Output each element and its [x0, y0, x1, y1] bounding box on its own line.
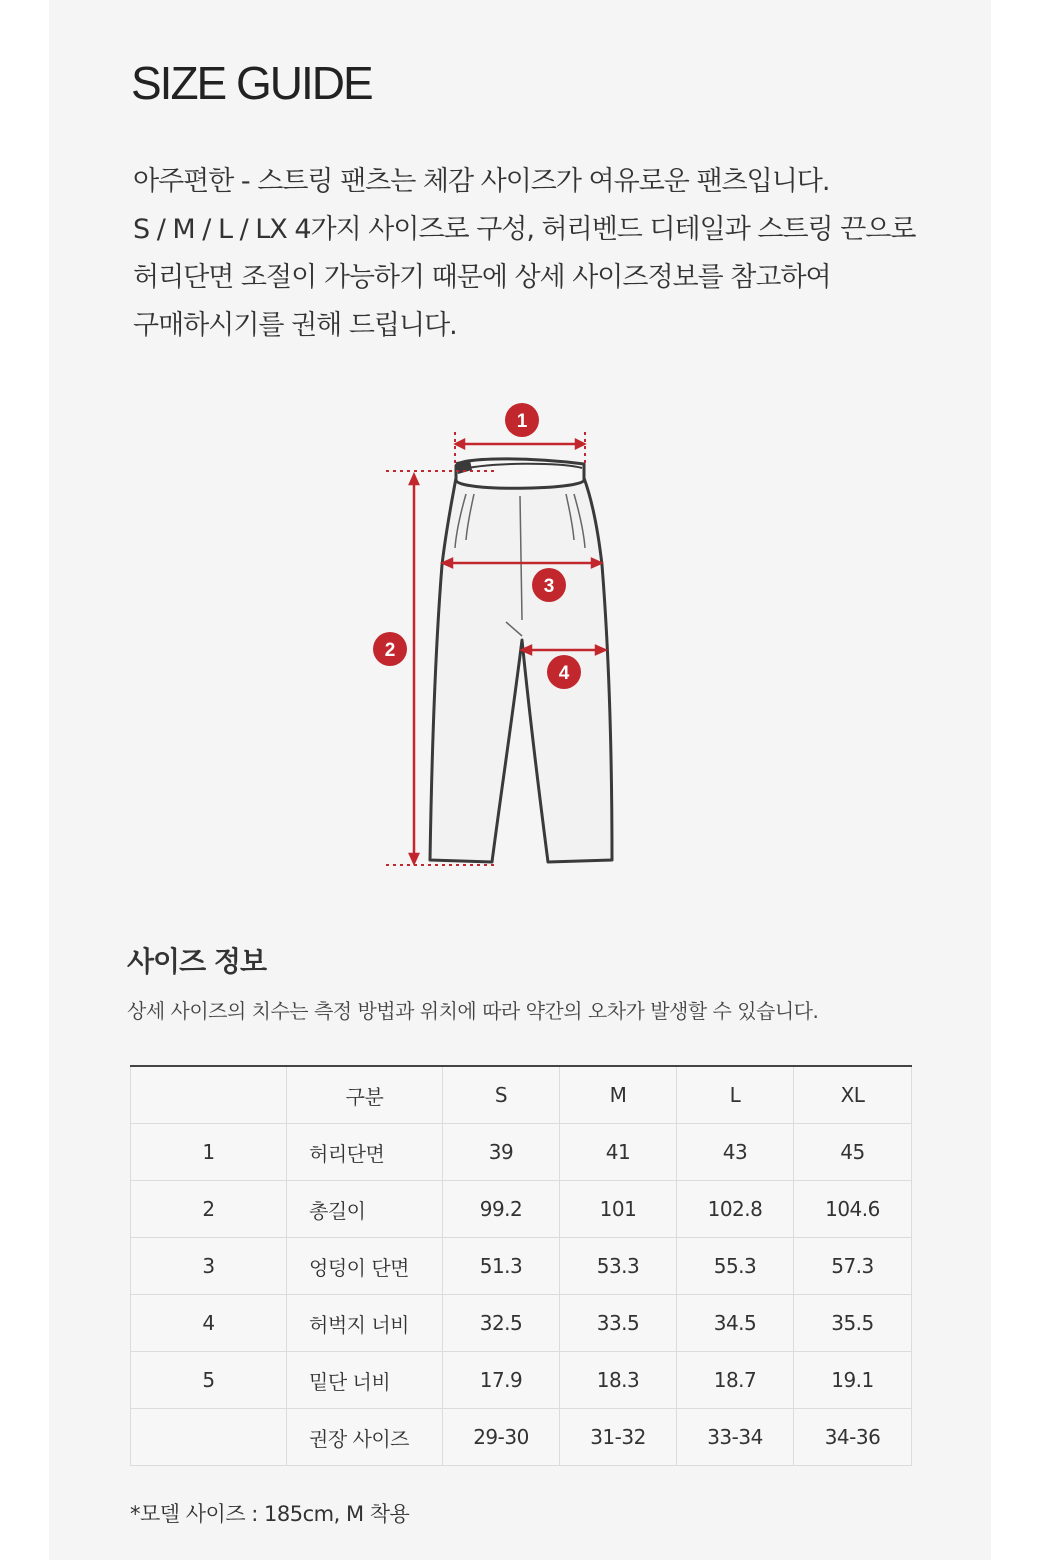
- table-cell: 19.1: [794, 1352, 912, 1409]
- table-cell: 18.7: [677, 1352, 794, 1409]
- table-cell: 102.8: [677, 1181, 794, 1238]
- table-cell: 4: [131, 1295, 287, 1352]
- table-cell: 18.3: [560, 1352, 677, 1409]
- table-row: [131, 1124, 912, 1181]
- table-cell: 허리단면: [287, 1124, 443, 1181]
- table-cell: 31-32: [560, 1409, 677, 1466]
- size-table: [130, 1065, 912, 1466]
- table-cell: 99.2: [443, 1181, 560, 1238]
- table-cell: 34.5: [677, 1295, 794, 1352]
- table-row: [131, 1238, 912, 1295]
- table-cell: 2: [131, 1181, 287, 1238]
- table-row: [131, 1295, 912, 1352]
- table-cell: 17.9: [443, 1352, 560, 1409]
- table-cell: 43: [677, 1124, 794, 1181]
- table-cell: 101: [560, 1181, 677, 1238]
- table-cell: 51.3: [443, 1238, 560, 1295]
- table-cell: 5: [131, 1352, 287, 1409]
- marker-1: [505, 403, 539, 437]
- table-row: [131, 1352, 912, 1409]
- table-cell: 39: [443, 1124, 560, 1181]
- table-cell: 허벅지 너비: [287, 1295, 443, 1352]
- table-cell: 29-30: [443, 1409, 560, 1466]
- marker-2: [373, 632, 407, 666]
- size-info-title: 사이즈 정보: [127, 945, 266, 978]
- table-row: [131, 1409, 912, 1466]
- marker-3: [532, 568, 566, 602]
- marker-4: [547, 655, 581, 689]
- table-cell: 41: [560, 1124, 677, 1181]
- table-header-cell: S: [443, 1066, 560, 1124]
- table-cell: [131, 1409, 287, 1466]
- intro-line: 구매하시기를 권해 드립니다.: [133, 310, 457, 341]
- svg-text:4: 4: [558, 663, 570, 684]
- size-info-note: 상세 사이즈의 치수는 측정 방법과 위치에 따라 약간의 오차가 발생할 수 있습니다.: [127, 999, 819, 1023]
- svg-text:1: 1: [516, 411, 528, 432]
- intro-line: S / M / L / LX 4가지 사이즈로 구성, 허리벤드 디테일과 스트링 끈으로: [133, 214, 916, 245]
- table-cell: 총길이: [287, 1181, 443, 1238]
- table-header-row: [131, 1066, 912, 1124]
- table-header-cell: XL: [794, 1066, 912, 1124]
- intro-line: 허리단면 조절이 가능하기 때문에 상세 사이즈정보를 참고하여: [133, 262, 831, 293]
- table-cell: 35.5: [794, 1295, 912, 1352]
- svg-text:2: 2: [384, 640, 396, 661]
- table-cell: 34-36: [794, 1409, 912, 1466]
- table-header-cell: M: [560, 1066, 677, 1124]
- intro-text: [133, 158, 953, 350]
- table-cell: 32.5: [443, 1295, 560, 1352]
- table-cell: 33-34: [677, 1409, 794, 1466]
- table-cell: 55.3: [677, 1238, 794, 1295]
- model-size-footnote: *모델 사이즈 : 185cm, M 착용: [130, 1502, 410, 1526]
- svg-text:3: 3: [543, 576, 555, 597]
- table-row: [131, 1181, 912, 1238]
- table-cell: 45: [794, 1124, 912, 1181]
- table-cell: 밑단 너비: [287, 1352, 443, 1409]
- table-header-cell: 구분: [287, 1066, 443, 1124]
- table-header-cell: L: [677, 1066, 794, 1124]
- table-cell: 104.6: [794, 1181, 912, 1238]
- pants-measurement-diagram: [360, 395, 660, 875]
- table-cell: 57.3: [794, 1238, 912, 1295]
- table-cell: 3: [131, 1238, 287, 1295]
- table-cell: 권장 사이즈: [287, 1409, 443, 1466]
- intro-line: 아주편한 - 스트링 팬츠는 체감 사이즈가 여유로운 팬츠입니다.: [133, 166, 830, 197]
- table-header-cell: [131, 1066, 287, 1124]
- page-title: SIZE GUIDE: [131, 57, 372, 109]
- table-cell: 1: [131, 1124, 287, 1181]
- table-cell: 33.5: [560, 1295, 677, 1352]
- table-cell: 엉덩이 단면: [287, 1238, 443, 1295]
- table-cell: 53.3: [560, 1238, 677, 1295]
